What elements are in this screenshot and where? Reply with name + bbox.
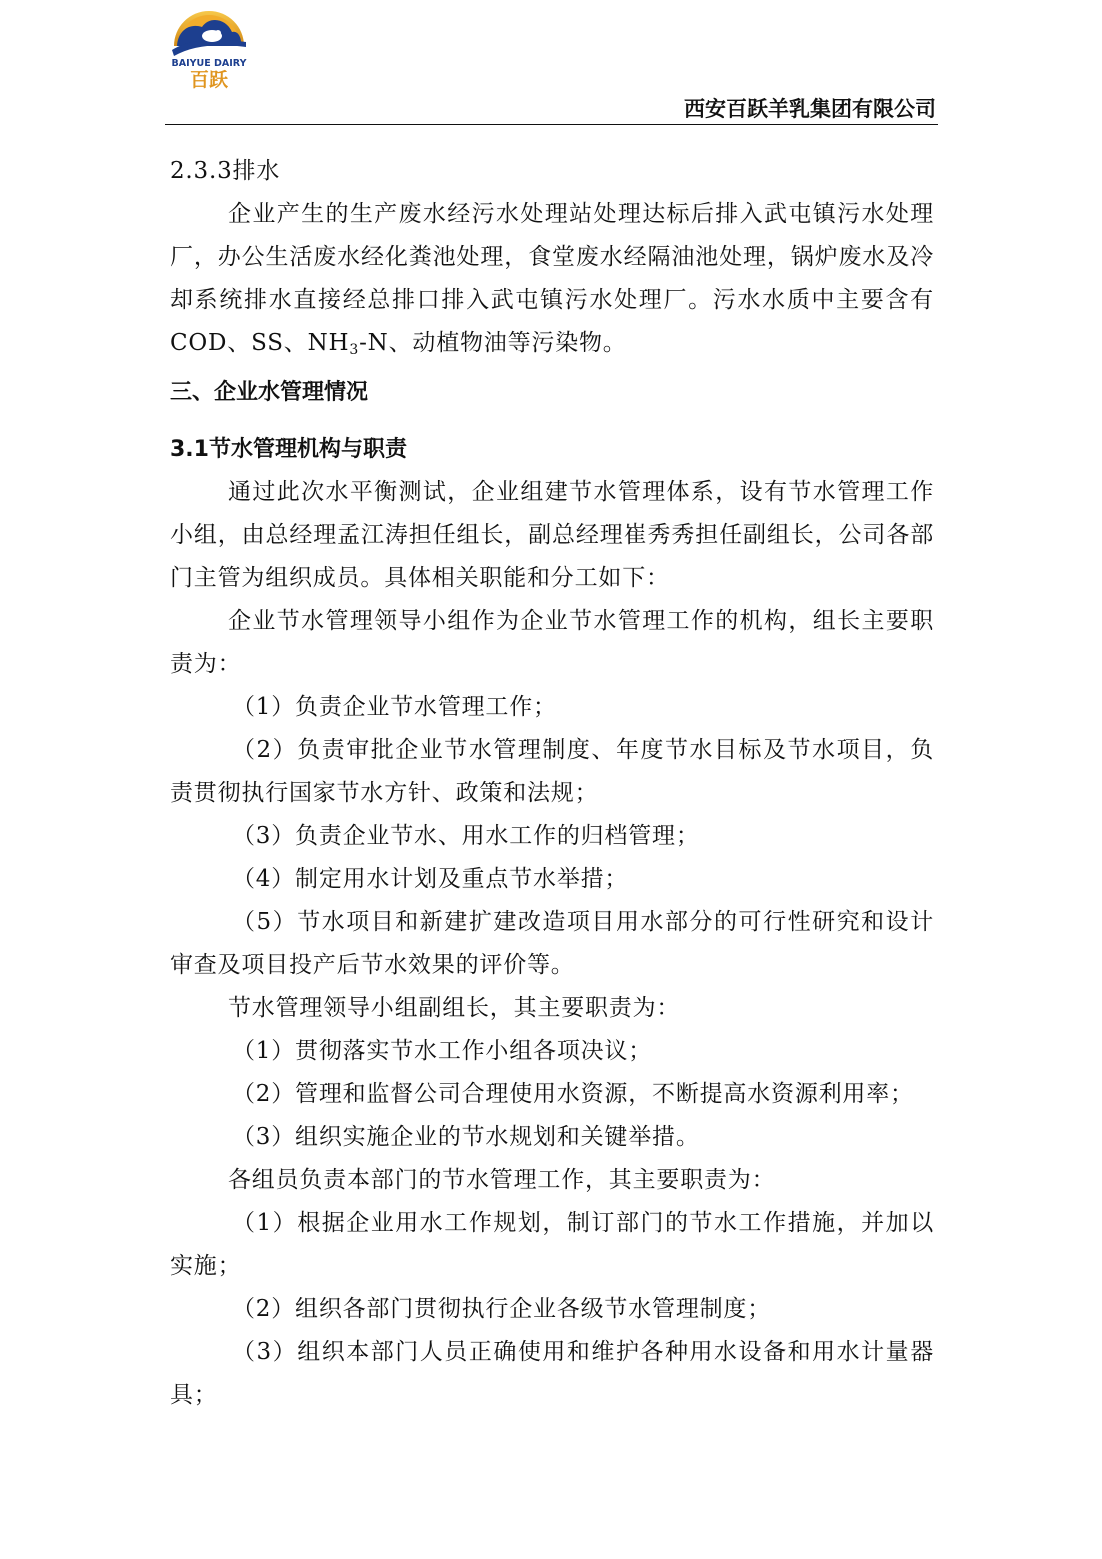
list-item: （1）负责企业节水管理工作； (232, 694, 557, 720)
list-item: （3）负责企业节水、用水工作的归档管理； (232, 823, 700, 849)
drainage-paragraph: 企业产生的生产废水经污水处理站处理达标后排入武屯镇污水处理厂，办公生活废水经化粪池处理，食堂废水经隔油池处理，锅炉废水及冷却系统排水直接经总排口排入武屯镇污水处理厂。污水水质中主要含有COD、SS、$NH_3-N$、动植物油等污染物。 (170, 201, 934, 358)
document-body (170, 150, 934, 1417)
list-item: （2）负责审批企业节水管理制度、年度节水目标及节水项目，负责贯彻执行国家节水方针、政策和法规； (170, 737, 934, 806)
list-item: （3）组织本部门人员正确使用和维护各种用水设备和用水计量器具； (170, 1339, 934, 1408)
section-2-3-3-title: 2.3.3排水 (170, 158, 281, 184)
list-item: （4）制定用水计划及重点节水举措； (232, 866, 629, 892)
list-item: （1）根据企业用水工作规划，制订部门的节水工作措施，并加以实施； (170, 1210, 934, 1279)
list-item: （2）管理和监督公司合理使用水资源，不断提高水资源利用率； (232, 1081, 914, 1107)
subscript-3: 3 (349, 342, 360, 358)
section-3-1-title: 3.1节水管理机构与职责 (170, 437, 407, 462)
paragraph-deputy-duties: 节水管理领导小组副组长，其主要职责为： (228, 995, 681, 1021)
paragraph-leader-duties: 企业节水管理领导小组作为企业节水管理工作的机构，组长主要职责为： (170, 608, 934, 677)
list-item: （3）组织实施企业的节水规划和关键举措。 (232, 1124, 700, 1150)
list-item: （5）节水项目和新建扩建改造项目用水部分的可行性研究和设计审查及项目投产后节水效果的评价等。 (170, 909, 934, 978)
paragraph-member-duties: 各组员负责本部门的节水管理工作，其主要职责为： (228, 1167, 776, 1193)
baiyue-dairy-logo (168, 2, 250, 90)
section-3-title: 三、企业水管理情况 (170, 380, 369, 405)
header-divider (165, 124, 938, 125)
list-item: （1）贯彻落实节水工作小组各项决议； (232, 1038, 653, 1064)
company-name: 西安百跃羊乳集团有限公司 (684, 97, 936, 121)
list-item: （2）组织各部门贯彻执行企业各级节水管理制度； (232, 1296, 772, 1322)
svg-text:百跃: 百跃 (189, 69, 229, 90)
svg-text:BAIYUE DAIRY: BAIYUE DAIRY (171, 58, 247, 69)
paragraph-organization: 通过此次水平衡测试，企业组建节水管理体系，设有节水管理工作小组，由总经理孟江涛担任组长，副总经理崔秀秀担任副组长，公司各部门主管为组织成员。具体相关职能和分工如下： (170, 479, 934, 591)
